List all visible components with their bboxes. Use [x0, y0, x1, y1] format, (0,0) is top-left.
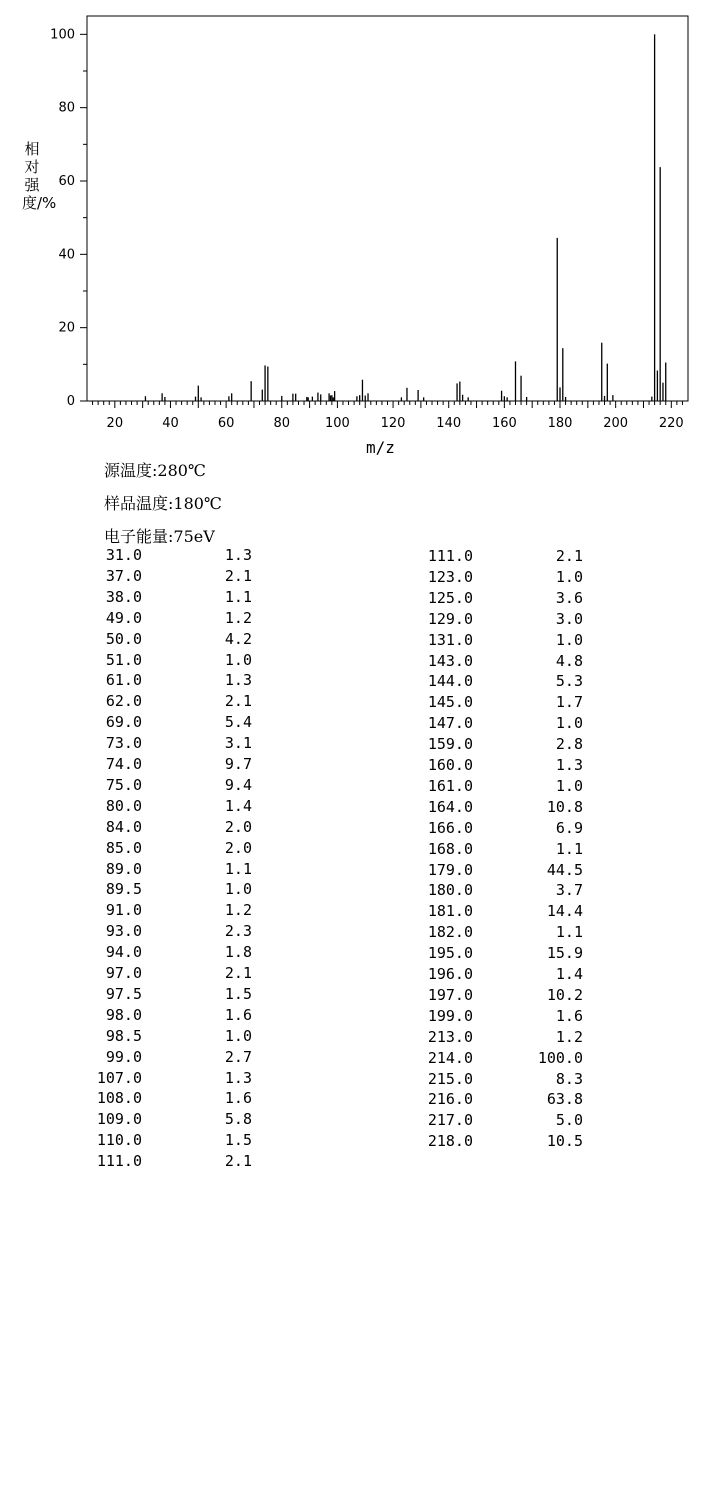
peak-mz-value: 91.0	[105, 901, 142, 920]
peak-intensity-value: 1.4	[224, 796, 252, 815]
peak-intensity-value: 1.3	[224, 671, 252, 690]
peak-intensity-value: 1.2	[555, 1027, 583, 1046]
peak-intensity-value: 1.2	[224, 608, 252, 627]
x-tick-label: 80	[273, 416, 291, 431]
peak-intensity-value: 4.8	[555, 651, 583, 670]
y-tick-label: 80	[58, 100, 75, 116]
peak-intensity-value: 1.6	[555, 1006, 583, 1025]
peak-intensity-value: 1.2	[224, 901, 252, 920]
peak-mz-value: 85.0	[105, 838, 142, 857]
peak-mz-value: 195.0	[427, 944, 473, 963]
peak-intensity-value: 1.6	[224, 1005, 252, 1024]
x-tick-label: 60	[217, 416, 235, 431]
peak-mz-value: 213.0	[427, 1027, 473, 1046]
peak-mz-value: 196.0	[427, 965, 473, 983]
peak-mz-value: 84.0	[105, 817, 142, 836]
peak-intensity-value: 1.1	[555, 923, 583, 942]
peak-mz-value: 99.0	[105, 1047, 142, 1066]
x-tick-label: 40	[162, 416, 179, 431]
peak-intensity-value: 1.5	[224, 1131, 252, 1150]
peak-intensity-value: 1.3	[224, 1068, 252, 1087]
peak-mz-value: 218.0	[427, 1132, 473, 1151]
x-tick-label: 120	[380, 416, 406, 431]
peak-intensity-value: 1.0	[224, 650, 252, 669]
peak-mz-value: 180.0	[427, 881, 473, 900]
peak-mz-value: 214.0	[427, 1048, 473, 1067]
peak-intensity-value: 1.4	[555, 965, 583, 983]
peak-mz-value: 69.0	[105, 713, 142, 732]
plot-frame	[87, 16, 688, 401]
peak-intensity-value: 3.0	[555, 609, 583, 628]
peak-intensity-value: 2.0	[224, 817, 252, 836]
peak-intensity-value: 1.1	[555, 839, 583, 858]
peak-mz-value: 181.0	[427, 902, 473, 921]
peak-intensity-value: 44.5	[546, 860, 583, 879]
peak-mz-value: 108.0	[96, 1089, 142, 1108]
peak-intensity-value: 10.2	[546, 985, 583, 1004]
peak-intensity-value: 1.6	[224, 1089, 252, 1108]
peak-intensity-value: 10.5	[546, 1132, 583, 1151]
peak-intensity-value: 2.0	[224, 838, 252, 857]
peak-intensity-value: 5.4	[224, 713, 252, 732]
peak-intensity-value: 3.7	[555, 881, 583, 900]
peak-intensity-value: 1.5	[224, 984, 252, 1003]
peak-mz-value: 123.0	[427, 567, 473, 586]
sample-temperature: 样品温度:180℃	[104, 494, 222, 513]
peak-mz-value: 216.0	[427, 1090, 473, 1109]
peak-intensity-value: 2.1	[224, 1152, 252, 1171]
peak-mz-value: 37.0	[105, 566, 142, 585]
peak-intensity-value: 5.8	[224, 1110, 252, 1129]
peak-mz-value: 164.0	[427, 797, 473, 816]
peak-mz-value: 147.0	[427, 714, 473, 733]
peak-mz-value: 62.0	[105, 692, 142, 711]
peak-intensity-value: 1.0	[224, 1026, 252, 1045]
peak-intensity-value: 15.9	[546, 944, 583, 963]
peak-mz-value: 38.0	[105, 587, 142, 606]
peak-mz-value: 131.0	[427, 630, 473, 649]
peak-intensity-value: 2.1	[224, 566, 252, 585]
peak-intensity-value: 1.0	[555, 567, 583, 586]
peak-mz-value: 97.0	[105, 964, 142, 982]
peak-mz-value: 98.5	[105, 1026, 142, 1045]
y-tick-label: 20	[58, 320, 75, 336]
peak-intensity-value: 1.0	[224, 880, 252, 899]
peak-intensity-value: 63.8	[546, 1090, 583, 1109]
peak-mz-value: 166.0	[427, 818, 473, 837]
peak-intensity-value: 2.8	[555, 735, 583, 754]
peak-intensity-value: 100.0	[537, 1048, 583, 1067]
x-tick-label: 20	[106, 416, 124, 431]
x-tick-label: 200	[603, 416, 629, 431]
peak-mz-value: 161.0	[427, 776, 473, 795]
peak-intensity-value: 1.0	[555, 630, 583, 649]
peak-mz-value: 199.0	[427, 1006, 473, 1025]
peak-intensity-value: 1.7	[555, 693, 583, 712]
peak-mz-value: 75.0	[105, 775, 142, 794]
peak-mz-value: 168.0	[427, 839, 473, 858]
peak-mz-value: 109.0	[96, 1110, 142, 1129]
peak-mz-value: 110.0	[96, 1131, 142, 1150]
mass-spectrum-chart	[0, 0, 709, 462]
x-tick-label: 100	[325, 416, 350, 431]
peak-intensity-value: 3.6	[555, 588, 583, 607]
peak-mz-value: 143.0	[427, 651, 473, 670]
peak-mz-value: 94.0	[105, 943, 142, 962]
peak-intensity-value: 1.3	[555, 756, 583, 774]
x-tick-label: 160	[491, 416, 517, 431]
x-tick-label: 220	[658, 416, 684, 431]
peak-mz-value: 93.0	[105, 922, 142, 941]
peak-intensity-value: 2.7	[224, 1047, 252, 1066]
peak-intensity-value: 10.8	[546, 797, 583, 816]
peak-intensity-value: 9.4	[224, 775, 252, 794]
peak-mz-value: 98.0	[105, 1005, 142, 1024]
peak-mz-value: 74.0	[105, 755, 142, 773]
peak-mz-value: 80.0	[105, 796, 142, 815]
y-tick-label: 0	[66, 394, 75, 409]
peak-mz-value: 217.0	[427, 1111, 473, 1130]
peak-mz-value: 179.0	[427, 860, 473, 879]
peak-mz-value: 144.0	[427, 672, 473, 691]
peak-mz-value: 89.5	[105, 880, 142, 899]
peak-intensity-value: 1.1	[224, 859, 252, 878]
peak-mz-value: 145.0	[427, 693, 473, 712]
peak-intensity-value: 6.9	[555, 818, 583, 837]
peak-mz-value: 159.0	[427, 735, 473, 754]
peak-intensity-value: 9.7	[224, 755, 252, 773]
peak-mz-value: 197.0	[427, 985, 473, 1004]
peak-mz-value: 61.0	[105, 671, 142, 690]
peak-mz-value: 111.0	[427, 547, 473, 565]
x-tick-label: 140	[436, 416, 462, 431]
peak-intensity-value: 1.3	[224, 546, 252, 564]
peak-intensity-value: 1.0	[555, 776, 583, 795]
peak-mz-value: 50.0	[105, 629, 142, 648]
peak-intensity-value: 2.1	[555, 547, 583, 565]
peak-intensity-value: 1.0	[555, 714, 583, 733]
peak-mz-value: 89.0	[105, 859, 142, 878]
peak-mz-value: 111.0	[96, 1152, 142, 1171]
y-tick-label: 40	[58, 247, 75, 263]
peak-mz-value: 107.0	[96, 1068, 142, 1087]
peak-intensity-value: 1.8	[224, 943, 252, 962]
electron-energy: 电子能量:75eV	[104, 527, 215, 546]
peak-mz-value: 73.0	[105, 734, 142, 753]
peak-intensity-value: 4.2	[224, 629, 252, 648]
peak-intensity-value: 1.1	[224, 587, 252, 606]
peak-mz-value: 97.5	[105, 984, 142, 1003]
peak-mz-value: 215.0	[427, 1069, 473, 1088]
peak-mz-value: 182.0	[427, 923, 473, 942]
peak-intensity-value: 14.4	[546, 902, 583, 921]
peak-mz-value: 51.0	[105, 650, 142, 669]
source-temperature: 源温度:280℃	[104, 461, 206, 480]
peak-mz-value: 129.0	[427, 609, 473, 628]
peak-intensity-value: 3.1	[224, 734, 252, 753]
y-tick-label: 100	[50, 27, 75, 43]
peak-intensity-value: 8.3	[555, 1069, 583, 1088]
peak-intensity-value: 2.1	[224, 964, 252, 982]
peak-intensity-value: 5.3	[555, 672, 583, 691]
x-tick-label: 180	[547, 416, 573, 431]
x-axis-label: m/z	[366, 438, 395, 457]
y-axis-label: 相对强度/%	[22, 140, 57, 212]
y-tick-label: 60	[58, 174, 75, 189]
peak-intensity-value: 2.3	[224, 922, 252, 941]
peak-mz-value: 125.0	[427, 588, 473, 607]
peak-intensity-value: 2.1	[224, 692, 252, 711]
peak-mz-value: 49.0	[105, 608, 142, 627]
peak-mz-value: 160.0	[427, 756, 473, 774]
peak-mz-value: 31.0	[105, 546, 142, 564]
peak-intensity-value: 5.0	[555, 1111, 583, 1130]
